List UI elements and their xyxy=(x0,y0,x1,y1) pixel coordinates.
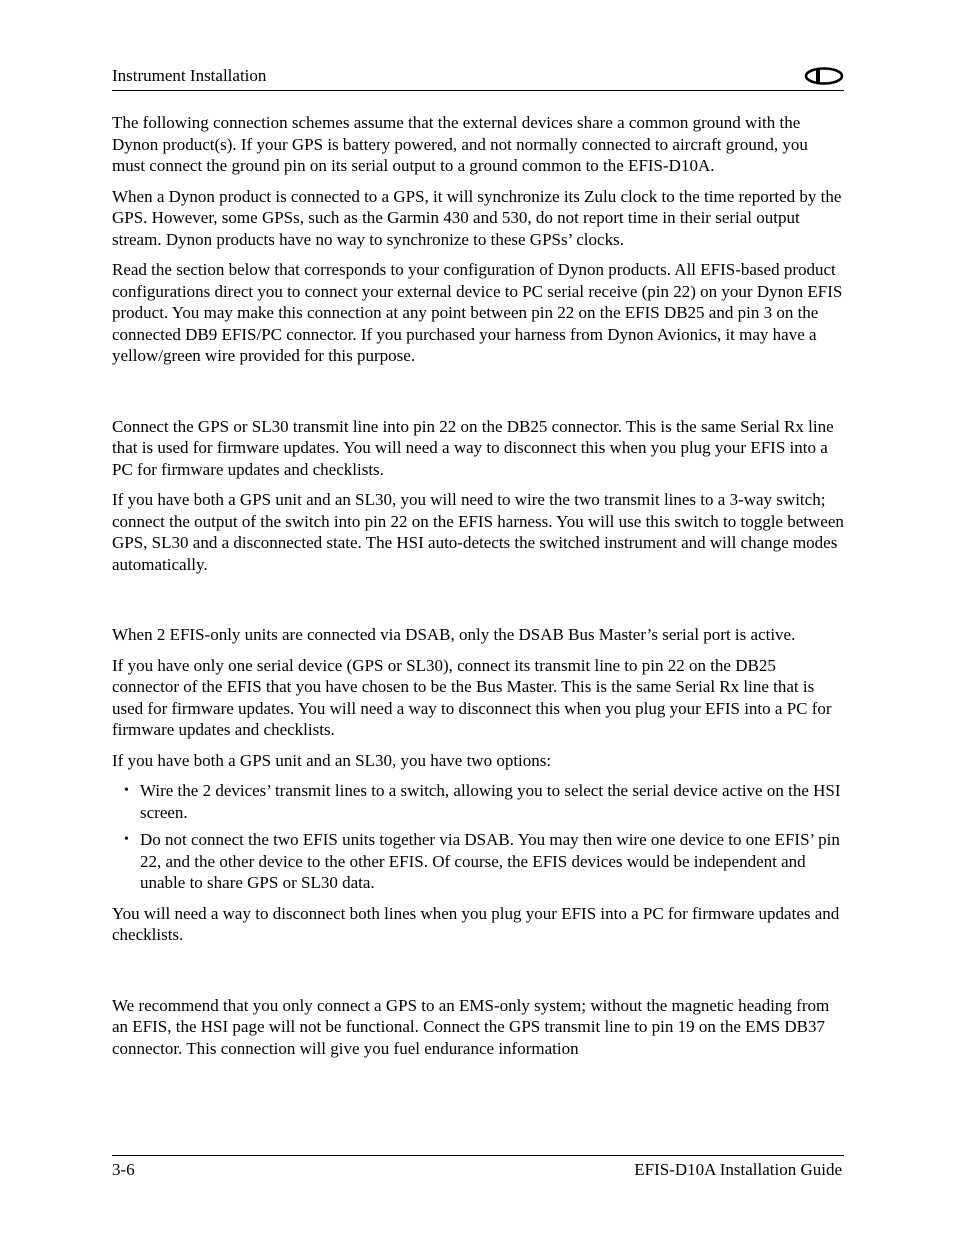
section-gap xyxy=(112,376,844,416)
list-item xyxy=(112,780,844,823)
dynon-logo-icon xyxy=(804,66,844,86)
list-item-text: Wire the 2 devices’ transmit lines to a switch, allowing you to select the serial device active on the HSI screen. xyxy=(140,781,841,822)
paragraph-dsab: When 2 EFIS-only units are connected via DSAB, only the DSAB Bus Master’s serial port is active. xyxy=(112,625,796,644)
section-gap xyxy=(112,584,844,624)
paragraph-3-way-switch: If you have both a GPS unit and an SL30, you will need to wire the two transmit lines to a 3-way switch; connect the output of the switch into pin 22 on the EFIS harness. You will use this switch to toggle between GPS, SL30 and a disconnected state. The HSI auto-detects the switched instrument and will change modes automatically. xyxy=(112,490,844,574)
page-number: 3-6 xyxy=(112,1160,135,1179)
bullet-marker: • xyxy=(124,783,129,798)
list-item-text: Do not connect the two EFIS units together via DSAB. You may then wire one device to one EFIS’ pin 22, and the other device to the other EFIS. Of course, the EFIS devices would be independent and unable to share GPS or SL30 data. xyxy=(140,830,840,892)
paragraph-disconnect-lines: You will need a way to disconnect both lines when you plug your EFIS into a PC for firmware updates and checklists. xyxy=(112,903,840,944)
page-content xyxy=(112,112,844,1068)
section-gap xyxy=(112,955,844,995)
paragraph-single-efis: Connect the GPS or SL30 transmit line into pin 22 on the DB25 connector. This is the same Serial Rx line that is used for firmware updates. You will need a way to disconnect this when you plug your EFIS into a PC for firmware updates and checklists. xyxy=(112,416,834,479)
paragraph-zulu-clock: When a Dynon product is connected to a GPS, it will synchronize its Zulu clock to the time reported by the GPS. However, some GPSs, such as the Garmin 430 and 530, do not report time in their serial output stream. Dynon products have no way to synchronize to these GPSs’ clocks. xyxy=(112,186,842,249)
paragraph-one-serial-device: If you have only one serial device (GPS or SL30), connect its transmit line to pin 22 on the DB25 connector of the EFIS that you have chosen to be the Bus Master. This is the same Serial Rx line that is used for firmware updates. You will need a way to disconnect this when you plug your EFIS into a PC for firmware updates and checklists. xyxy=(112,655,832,739)
header-title: Instrument Installation xyxy=(112,66,267,85)
options-list xyxy=(112,780,844,894)
bullet-marker: • xyxy=(124,832,129,847)
paragraph-configuration: Read the section below that corresponds to your configuration of Dynon products. All EFIS-based product configurations direct you to connect your external device to PC serial receive (pin 22) on your Dynon EFIS product. You may make this connection at any point between pin 22 on the EFIS DB25 and pin 3 on the connected DB9 EFIS/PC connector. If you purchased your harness from Dynon Avionics, it may have a yellow/green wire provided for this purpose. xyxy=(112,260,843,365)
paragraph-ems-only: We recommend that you only connect a GPS to an EMS-only system; without the magnetic heading from an EFIS, the HSI page will not be functional. Connect the GPS transmit line to pin 19 on the EMS DB37 connector. This connection will give you fuel endurance information xyxy=(112,995,830,1058)
page-footer xyxy=(112,1155,844,1184)
paragraph-ground: The following connection schemes assume that the external devices share a common ground with the Dynon product(s). If your GPS is battery powered, and not normally connected to aircraft ground, you must connect the ground pin on its serial output to a ground common to the EFIS-D10A. xyxy=(112,113,808,175)
page-header xyxy=(112,64,844,91)
document-title: EFIS-D10A Installation Guide xyxy=(634,1160,842,1179)
paragraph-two-options: If you have both a GPS unit and an SL30, you have two options: xyxy=(112,750,552,770)
list-item xyxy=(112,829,844,894)
